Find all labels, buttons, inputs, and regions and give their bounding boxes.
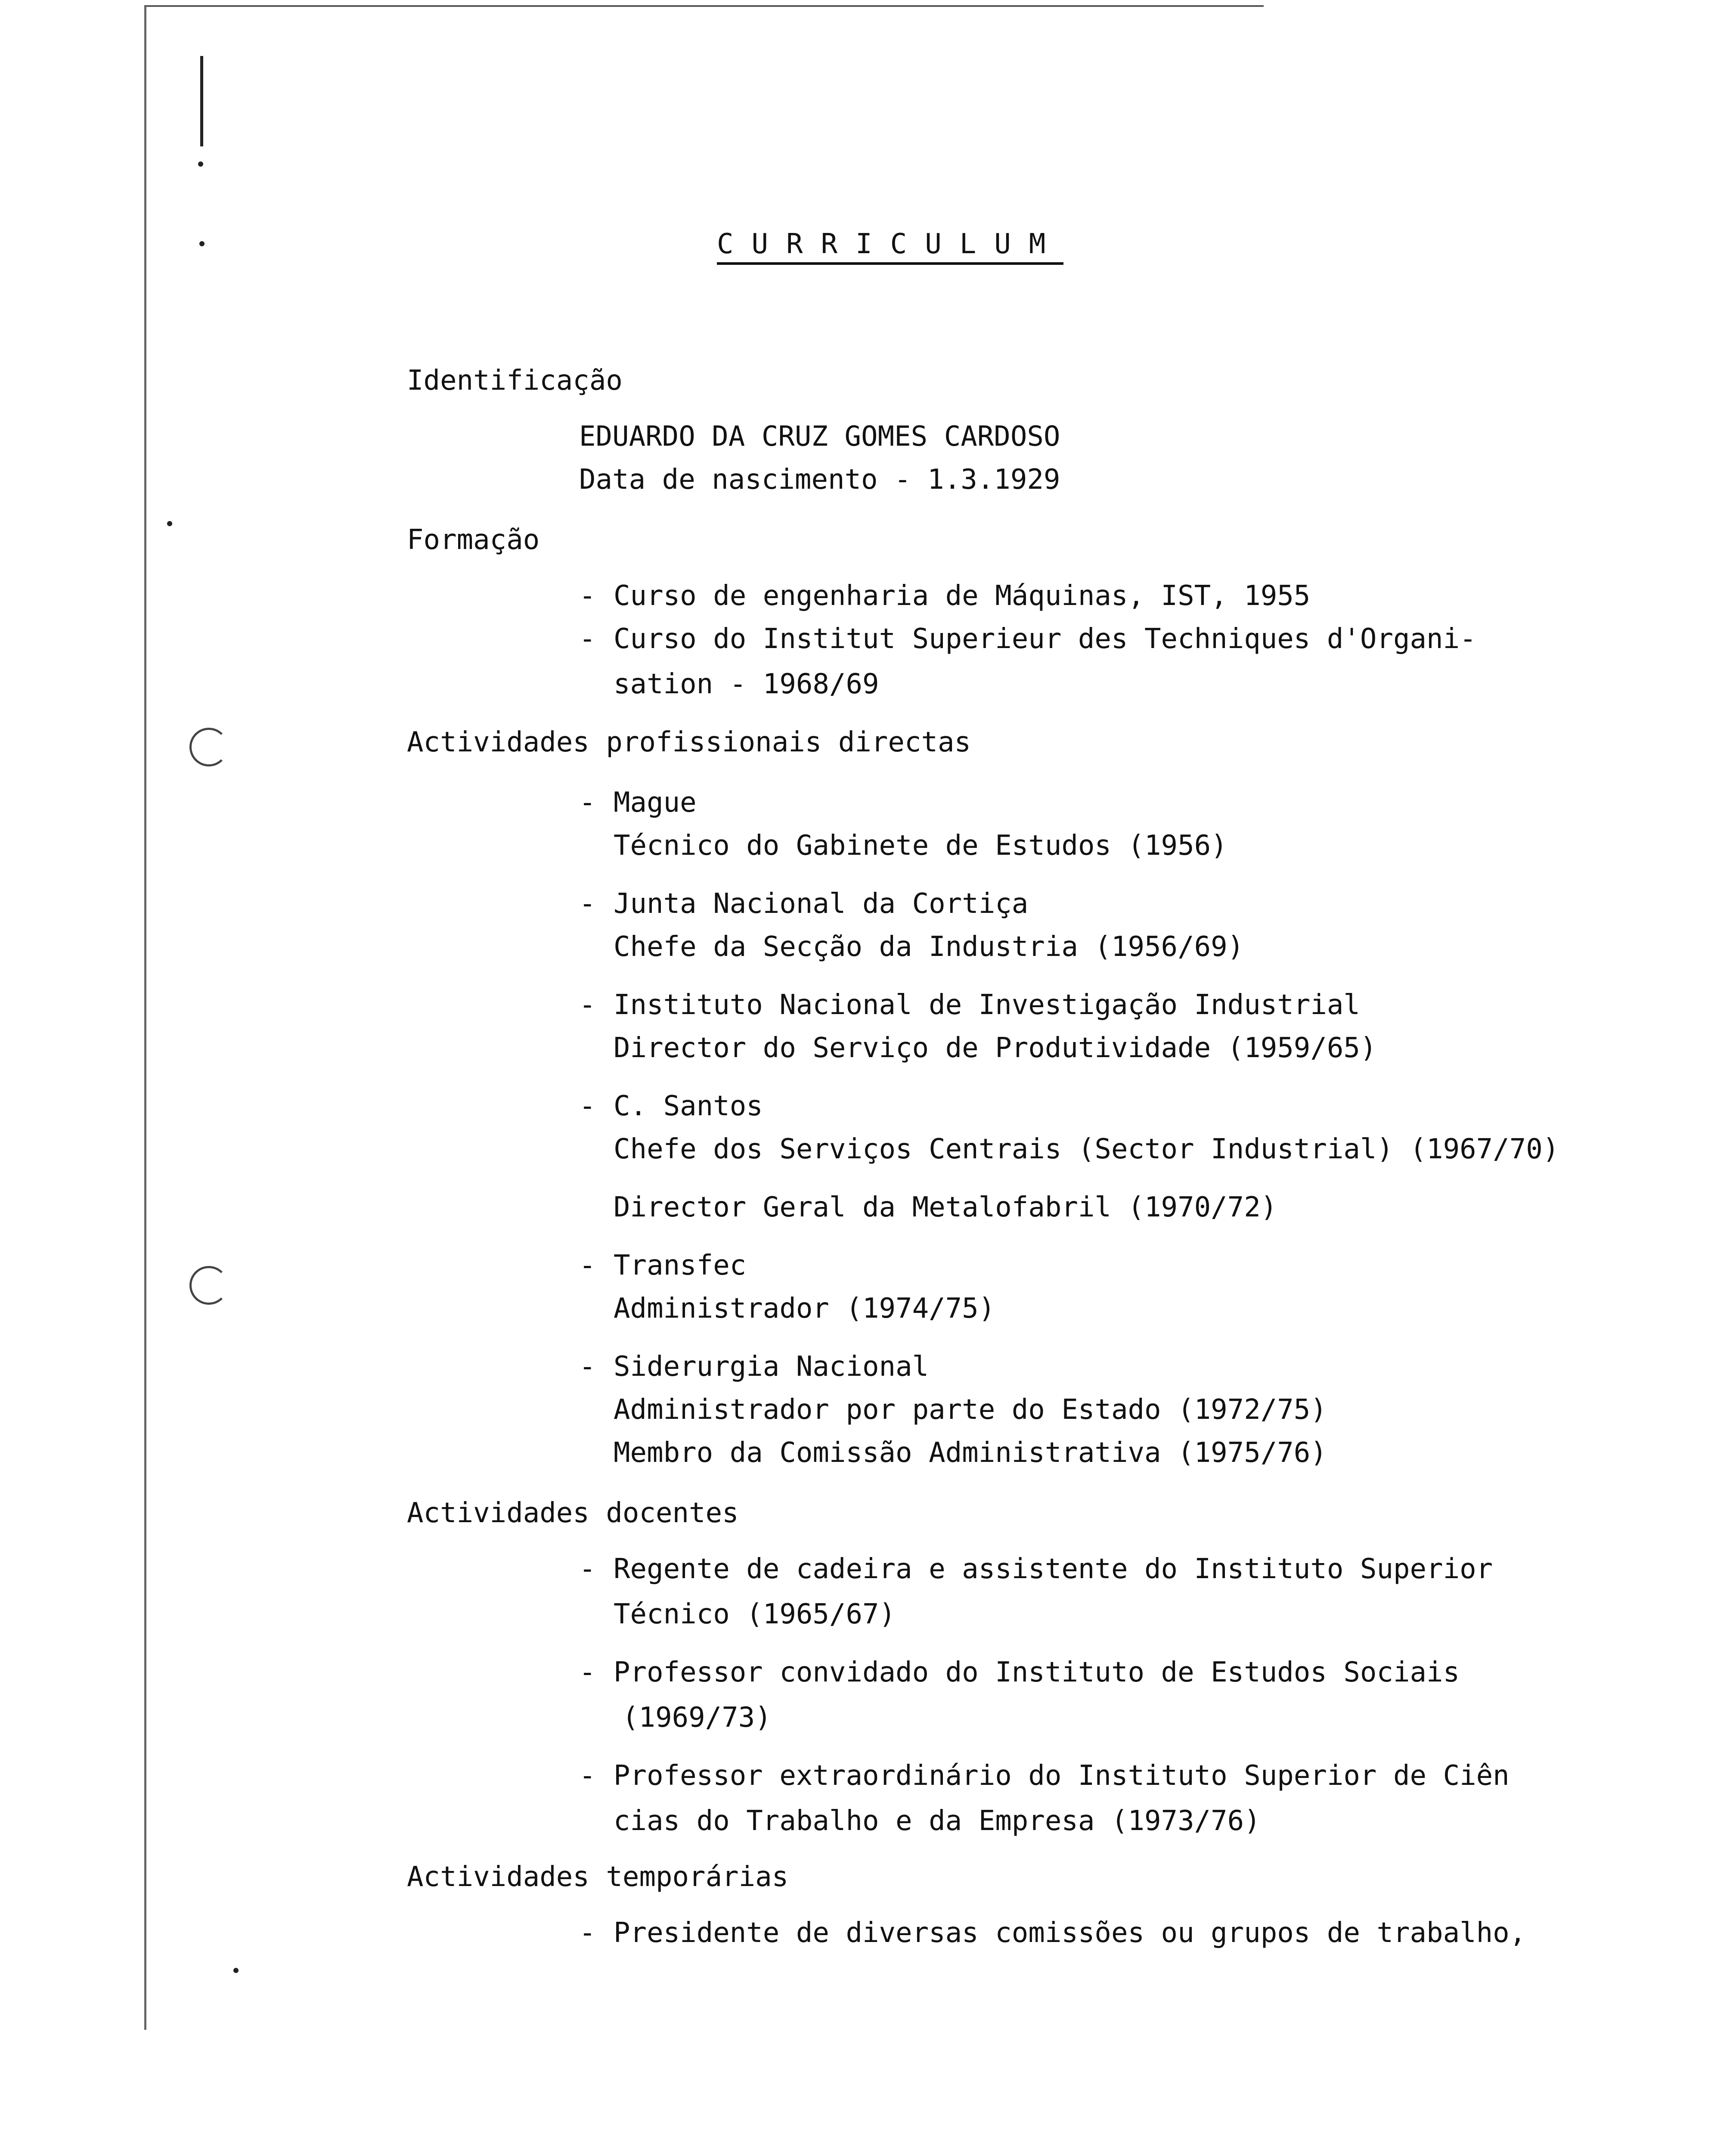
- item-line: Técnico (1965/67): [614, 1598, 896, 1630]
- item-line: Administrador por parte do Estado (1972/75): [614, 1394, 1327, 1426]
- section-heading-identificacao: Identificação: [407, 365, 623, 397]
- page-edge-left: [144, 6, 146, 2030]
- item-line: Presidente de diversas comissões ou grupos de trabalho,: [614, 1917, 1526, 1949]
- item-line: Professor extraordinário do Instituto Superior de Ciên: [614, 1760, 1510, 1792]
- item-dash: -: [579, 580, 596, 612]
- item-dash: -: [579, 989, 596, 1021]
- item-line: Regente de cadeira e assistente do Instituto Superior: [614, 1553, 1493, 1585]
- item-dash: -: [579, 1250, 596, 1281]
- item-line: Mague: [614, 787, 697, 819]
- page-title: CURRICULUM: [717, 230, 1063, 265]
- scan-speck: [199, 241, 205, 246]
- item-line: Director Geral da Metalofabril (1970/72): [614, 1191, 1277, 1223]
- section-heading-actividades-temporarias: Actividades temporárias: [407, 1861, 789, 1893]
- item-dash: -: [579, 888, 596, 920]
- scan-speck: [233, 1968, 239, 1973]
- item-dash: -: [579, 1760, 596, 1792]
- page-edge-top: [144, 5, 1264, 7]
- scan-speck: [198, 161, 203, 167]
- item-line: Curso de engenharia de Máquinas, IST, 1955: [614, 580, 1311, 612]
- punch-hole-mark: [189, 728, 228, 766]
- item-line: Professor convidado do Instituto de Estudos Sociais: [614, 1657, 1460, 1688]
- punch-hole-mark: [189, 1266, 228, 1305]
- item-dash: -: [579, 1351, 596, 1383]
- item-line: Transfec: [614, 1250, 747, 1281]
- item-line: Chefe dos Serviços Centrais (Sector Industrial) (1967/70): [614, 1133, 1559, 1165]
- item-dash: -: [579, 1553, 596, 1585]
- item-line: cias do Trabalho e da Empresa (1973/76): [614, 1805, 1261, 1837]
- item-dash: -: [579, 787, 596, 819]
- section-heading-actividades-profissionais: Actividades profissionais directas: [407, 726, 971, 758]
- item-dash: -: [579, 1657, 596, 1688]
- item-line: Administrador (1974/75): [614, 1293, 995, 1325]
- item-dash: -: [579, 1917, 596, 1949]
- item-line: C. Santos: [614, 1090, 763, 1122]
- item-line: (1969/73): [622, 1702, 772, 1734]
- item-line: Curso do Institut Superieur des Techniques d'Organi-: [614, 623, 1476, 655]
- item-dash: -: [579, 1090, 596, 1122]
- item-line: Junta Nacional da Cortiça: [614, 888, 1029, 920]
- item-dash: -: [579, 623, 596, 655]
- binding-mark: [200, 56, 203, 146]
- scan-speck: [167, 521, 172, 526]
- item-line: Siderurgia Nacional: [614, 1351, 929, 1383]
- section-heading-actividades-docentes: Actividades docentes: [407, 1497, 739, 1529]
- item-line: sation - 1968/69: [614, 668, 879, 700]
- item-line: Membro da Comissão Administrativa (1975/76): [614, 1437, 1327, 1469]
- section-heading-formacao: Formação: [407, 524, 540, 556]
- item-line: Chefe da Secção da Industria (1956/69): [614, 931, 1244, 963]
- item-line: Técnico do Gabinete de Estudos (1956): [614, 830, 1228, 862]
- item-line: Instituto Nacional de Investigação Industrial: [614, 989, 1360, 1021]
- item-line: Director do Serviço de Produtividade (1959/65): [614, 1032, 1377, 1064]
- birth-date: Data de nascimento - 1.3.1929: [579, 464, 1060, 496]
- person-name: EDUARDO DA CRUZ GOMES CARDOSO: [579, 421, 1060, 453]
